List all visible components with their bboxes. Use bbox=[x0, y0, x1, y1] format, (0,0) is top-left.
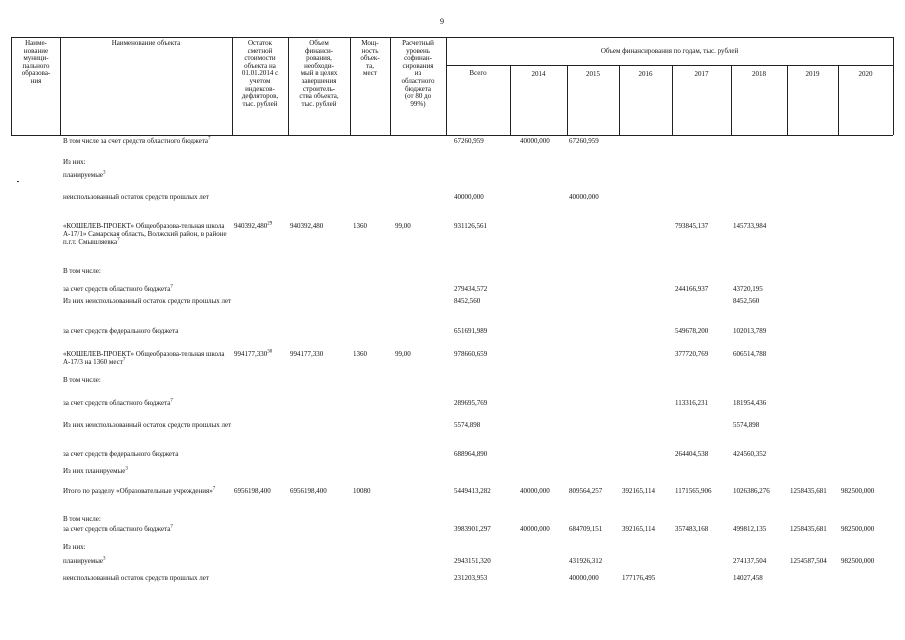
row-name bbox=[63, 399, 233, 407]
footnote-mark: 7 bbox=[170, 284, 173, 290]
row-name bbox=[63, 171, 233, 179]
header-object-name: Наименование объекта bbox=[111, 39, 181, 47]
row-value-total bbox=[454, 350, 487, 358]
value-text: 6956198,400 bbox=[234, 487, 271, 495]
row-value-total bbox=[454, 525, 491, 533]
row-value-remaining bbox=[234, 487, 271, 495]
value-text: 40000,000 bbox=[520, 487, 550, 495]
row-value-y2016 bbox=[622, 525, 655, 533]
row-name-text: планируемые bbox=[63, 171, 104, 179]
value-text: 5574,898 bbox=[733, 421, 760, 429]
header-year-2015: 2015 bbox=[586, 70, 600, 78]
value-text: 1360 bbox=[353, 350, 367, 358]
row-name bbox=[63, 222, 233, 246]
footnote-mark: 7 bbox=[170, 524, 173, 530]
row-name bbox=[63, 158, 233, 166]
row-value-y2015 bbox=[569, 557, 602, 565]
row-name-text: В том числе: bbox=[63, 376, 101, 384]
value-text: 279434,572 bbox=[454, 285, 488, 293]
value-text: 793845,137 bbox=[675, 222, 709, 230]
value-text: 499812,135 bbox=[733, 525, 767, 533]
row-value-y2018 bbox=[733, 350, 766, 358]
value-text: 67260,959 bbox=[454, 137, 484, 145]
value-text: 1360 bbox=[353, 222, 367, 230]
row-value-total bbox=[454, 421, 480, 429]
value-text: 549678,200 bbox=[675, 327, 709, 335]
row-value-y2015 bbox=[569, 574, 599, 582]
row-value-y2015 bbox=[569, 193, 599, 201]
value-text: 392165,114 bbox=[622, 525, 655, 533]
row-value-y2017 bbox=[675, 350, 708, 358]
row-name bbox=[63, 376, 233, 384]
row-value-y2015 bbox=[569, 487, 602, 495]
footnote-mark: 29 bbox=[267, 221, 273, 227]
value-text: 145733,984 bbox=[733, 222, 767, 230]
value-text: 392165,114 bbox=[622, 487, 655, 495]
row-value-remaining bbox=[234, 222, 272, 230]
row-value-y2016 bbox=[622, 487, 655, 495]
footnote-mark: 3 bbox=[125, 466, 128, 472]
row-name bbox=[63, 487, 233, 495]
row-value-y2019 bbox=[790, 487, 827, 495]
value-text: 994177,330 bbox=[290, 350, 324, 358]
value-text: 978660,659 bbox=[454, 350, 488, 358]
row-name bbox=[63, 421, 233, 429]
value-text: 10080 bbox=[353, 487, 371, 495]
row-name bbox=[63, 297, 233, 305]
row-name bbox=[63, 450, 233, 458]
row-value-total bbox=[454, 487, 491, 495]
row-value-capacity bbox=[353, 222, 367, 230]
row-name-text: В том числе: bbox=[63, 267, 101, 275]
row-value-y2017 bbox=[675, 222, 708, 230]
value-text: 994177,330 bbox=[234, 350, 268, 358]
value-text: 1258435,681 bbox=[790, 525, 827, 533]
row-value-capacity bbox=[353, 487, 371, 495]
page-number: 9 bbox=[440, 17, 444, 26]
value-text: 357483,168 bbox=[675, 525, 709, 533]
row-value-remaining bbox=[234, 350, 272, 358]
row-value-y2020 bbox=[841, 487, 874, 495]
value-text: 231203,953 bbox=[454, 574, 488, 582]
row-value-y2017 bbox=[675, 327, 708, 335]
row-value-y2020 bbox=[841, 557, 874, 565]
value-text: 1258435,681 bbox=[790, 487, 827, 495]
value-text: 931126,561 bbox=[454, 222, 487, 230]
value-text: 431926,312 bbox=[569, 557, 603, 565]
row-value-total bbox=[454, 222, 487, 230]
row-value-total bbox=[454, 399, 487, 407]
row-name-text: планируемые bbox=[63, 557, 104, 565]
row-value-y2016 bbox=[622, 574, 655, 582]
row-name-text: Из них: bbox=[63, 158, 86, 166]
row-name bbox=[63, 574, 233, 582]
row-name bbox=[63, 137, 233, 145]
row-value-needed bbox=[290, 487, 327, 495]
value-text: 181954,436 bbox=[733, 399, 767, 407]
row-value-y2018 bbox=[733, 222, 766, 230]
row-value-y2014 bbox=[520, 137, 550, 145]
row-name-text: за счет средств областного бюджета bbox=[63, 525, 171, 533]
row-value-needed bbox=[290, 222, 323, 230]
row-name-text: за счет средств федерального бюджета bbox=[63, 450, 179, 458]
row-value-level bbox=[395, 350, 411, 358]
value-text: 1254587,504 bbox=[790, 557, 827, 565]
value-text: 606514,788 bbox=[733, 350, 767, 358]
header-total: Всего bbox=[469, 69, 487, 77]
value-text: 809564,257 bbox=[569, 487, 603, 495]
row-value-y2018 bbox=[733, 421, 759, 429]
column-rule bbox=[60, 37, 61, 135]
value-text: 1026386,276 bbox=[733, 487, 770, 495]
row-name bbox=[63, 543, 233, 551]
value-text: 177176,495 bbox=[622, 574, 656, 582]
footnote-mark: 7 bbox=[122, 357, 126, 363]
value-text: 14027,458 bbox=[733, 574, 763, 582]
row-value-y2017 bbox=[675, 285, 708, 293]
value-text: 8452,560 bbox=[733, 297, 760, 305]
header-year-2016: 2016 bbox=[638, 70, 653, 78]
row-value-y2015 bbox=[569, 525, 602, 533]
row-value-total bbox=[454, 327, 487, 335]
row-value-y2018 bbox=[733, 297, 759, 305]
header-municipality: Наиме- нование муници- пального образова- ния bbox=[21, 39, 51, 85]
value-text: 3983901,297 bbox=[454, 525, 491, 533]
value-text: 99,00 bbox=[395, 222, 411, 230]
footnote-mark: 7 bbox=[212, 486, 216, 492]
value-text: 67260,959 bbox=[569, 137, 599, 145]
value-text: 40000,000 bbox=[520, 137, 550, 145]
value-text: 40000,000 bbox=[520, 525, 550, 533]
years-header-rule bbox=[446, 65, 893, 66]
value-text: 940392,480 bbox=[290, 222, 324, 230]
row-value-y2018 bbox=[733, 574, 763, 582]
row-name bbox=[63, 350, 233, 366]
value-text: 684709,151 bbox=[569, 525, 603, 533]
table-top-rule bbox=[11, 37, 893, 38]
row-name-text: «КОШЕЛЕВ-ПРОЕКТ» Общеобразова-тельная школа А-17/3 на 1360 мест bbox=[63, 350, 225, 366]
row-name-text: Из них: bbox=[63, 543, 86, 551]
row-name bbox=[63, 515, 233, 523]
value-text: 940392,480 bbox=[234, 222, 268, 230]
value-text: 982500,000 bbox=[841, 525, 875, 533]
value-text: 244166,937 bbox=[675, 285, 709, 293]
row-name-text: неиспользованный остаток средств прошлых лет bbox=[63, 193, 209, 201]
row-value-y2017 bbox=[675, 399, 708, 407]
row-value-y2018 bbox=[733, 557, 766, 565]
row-value-y2017 bbox=[675, 487, 712, 495]
value-text: 688964,890 bbox=[454, 450, 488, 458]
value-text: 40000,000 bbox=[569, 574, 599, 582]
row-name-text: В том числе: bbox=[63, 515, 101, 523]
row-name-text: Из них планируемые bbox=[63, 467, 126, 475]
value-text: 40000,000 bbox=[454, 193, 484, 201]
value-text: 8452,560 bbox=[454, 297, 481, 305]
value-text: 651691,989 bbox=[454, 327, 488, 335]
footnote-mark: 7 bbox=[208, 136, 211, 142]
value-text: 982500,000 bbox=[841, 557, 875, 565]
header-year-2020: 2020 bbox=[858, 70, 873, 78]
row-name-text: Из них неиспользованный остаток средств прошлых лет bbox=[63, 297, 232, 305]
row-value-level bbox=[395, 222, 411, 230]
header-funding-needed: Объем финанси- рования, необходи- мый в целях завершения строитель- ства объекта, тыс. рублей bbox=[299, 39, 339, 108]
value-text: 102013,789 bbox=[733, 327, 767, 335]
row-name-text: неиспользованный остаток средств прошлых лет bbox=[63, 574, 209, 582]
value-text: 5574,898 bbox=[454, 421, 481, 429]
row-name bbox=[63, 467, 233, 475]
header-year-2018: 2018 bbox=[752, 70, 766, 78]
value-text: 377720,769 bbox=[675, 350, 709, 358]
row-value-y2018 bbox=[733, 399, 766, 407]
value-text: 289695,769 bbox=[454, 399, 488, 407]
row-value-total bbox=[454, 574, 487, 582]
row-name bbox=[63, 525, 233, 533]
value-text: 982500,000 bbox=[841, 487, 875, 495]
row-value-total bbox=[454, 557, 491, 565]
value-text: 43720,195 bbox=[733, 285, 763, 293]
row-value-y2014 bbox=[520, 525, 550, 533]
row-value-y2017 bbox=[675, 450, 708, 458]
value-text: 5449413,282 bbox=[454, 487, 491, 495]
row-value-y2018 bbox=[733, 450, 766, 458]
row-value-y2019 bbox=[790, 557, 827, 565]
row-name bbox=[63, 285, 233, 293]
header-cofinancing-level: Расчетный уровень софинан- сирования из областного бюджета (от 80 до 99%) bbox=[401, 39, 435, 108]
header-year-2019: 2019 bbox=[805, 70, 820, 78]
footnote-mark: 3 bbox=[103, 556, 106, 562]
row-value-y2018 bbox=[733, 525, 766, 533]
row-value-y2018 bbox=[733, 487, 770, 495]
header-year-2014: 2014 bbox=[531, 70, 546, 78]
value-text: 274137,504 bbox=[733, 557, 767, 565]
row-value-y2018 bbox=[733, 285, 763, 293]
footnote-mark: 30 bbox=[267, 349, 273, 355]
value-text: 424560,352 bbox=[733, 450, 767, 458]
row-value-y2019 bbox=[790, 525, 827, 533]
value-text: 40000,000 bbox=[569, 193, 599, 201]
row-value-y2014 bbox=[520, 487, 550, 495]
row-value-total bbox=[454, 285, 487, 293]
row-value-total bbox=[454, 193, 484, 201]
row-name-text: В том числе за счет средств областного бюджета bbox=[63, 137, 209, 145]
row-name-text: Итого по разделу «Образовательные учреждения» bbox=[63, 487, 213, 495]
row-value-y2017 bbox=[675, 525, 708, 533]
footnote-mark: 7 bbox=[117, 237, 120, 243]
value-text: 99,00 bbox=[395, 350, 411, 358]
row-value-needed bbox=[290, 350, 323, 358]
row-name-text: «КОШЕЛЕВ-ПРОЕКТ» Общеобразова-тельная школа А-17/1» Самарская область, Волжский район, в районе п.г.т. Смышляевка bbox=[63, 222, 227, 246]
row-value-y2020 bbox=[841, 525, 874, 533]
header-remaining-cost: Остаток сметной стоимости объекта на 01.01.2014 с учетом индексов- дефляторов, тыс. рублей bbox=[241, 39, 279, 108]
row-name-text: за счет средств областного бюджета bbox=[63, 399, 171, 407]
row-name bbox=[63, 267, 233, 275]
header-funding-by-year: Объем финансирования по годам, тыс. рублей bbox=[600, 47, 739, 55]
value-text: 264404,538 bbox=[675, 450, 709, 458]
row-value-total bbox=[454, 297, 480, 305]
row-name bbox=[63, 193, 233, 201]
footnote-mark: 3 bbox=[103, 170, 106, 176]
row-name-text: Из них неиспользованный остаток средств прошлых лет bbox=[63, 421, 232, 429]
stray-mark bbox=[17, 181, 19, 182]
value-text: 1171565,906 bbox=[675, 487, 712, 495]
value-text: 6956198,400 bbox=[290, 487, 327, 495]
header-year-2017: 2017 bbox=[694, 70, 709, 78]
row-value-y2015 bbox=[569, 137, 599, 145]
row-name bbox=[63, 557, 233, 565]
header-bottom-rule bbox=[11, 135, 893, 136]
row-value-total bbox=[454, 137, 484, 145]
header-capacity: Мощ- ность объек- та, мест bbox=[360, 39, 380, 78]
row-value-total bbox=[454, 450, 487, 458]
row-name bbox=[63, 327, 233, 335]
value-text: 2943151,320 bbox=[454, 557, 491, 565]
row-name-text: за счет средств федерального бюджета bbox=[63, 327, 179, 335]
footnote-mark: 7 bbox=[170, 398, 173, 404]
value-text: 113316,231 bbox=[675, 399, 708, 407]
column-rule bbox=[893, 37, 894, 135]
row-value-y2018 bbox=[733, 327, 766, 335]
row-name-text: за счет средств областного бюджета bbox=[63, 285, 171, 293]
row-value-capacity bbox=[353, 350, 367, 358]
